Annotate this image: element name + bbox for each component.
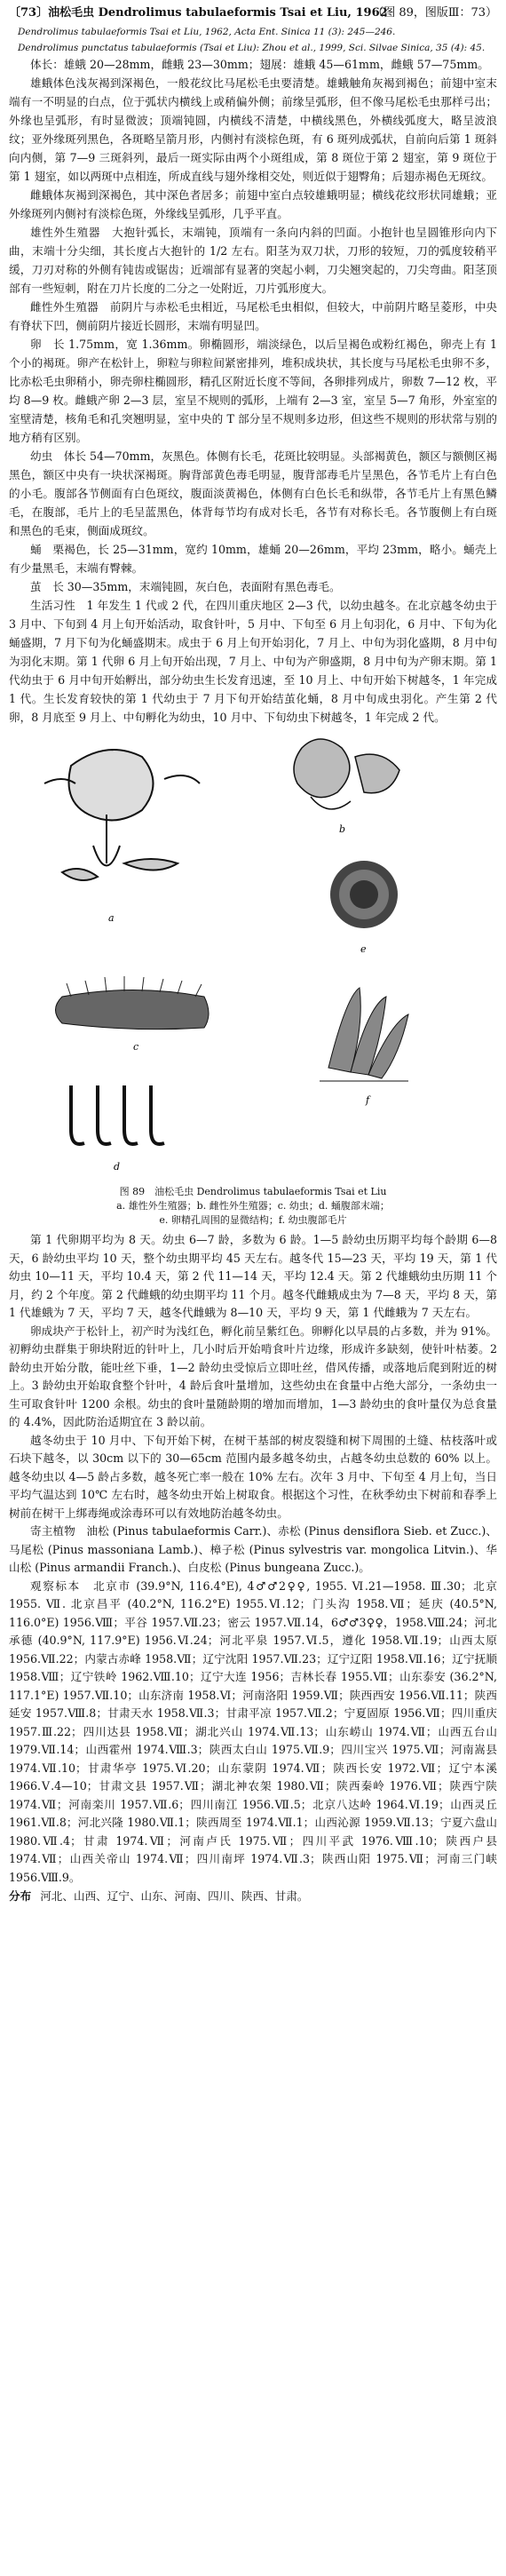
body-paragraph: 茧 长 30—35mm，末端钝圆，灰白色，表面附有黑色毒毛。 — [30, 580, 341, 593]
setae-drawing — [320, 988, 408, 1081]
body-paragraph: 寄主植物 油松 (Pinus tabulaeformis Carr.)、赤松 (Pinus densiflora Sieb. et Zucc.)、马尾松 (Pinus massoniana Lamb.)、樟子松 (Pinus sylvestris var. mongolica Litvin.)、华山松 (Pinus armandii Franch.)、白皮松 (Pinus bungeana Zucc.)。 — [9, 1524, 497, 1574]
body-paragraph: 越冬幼虫于 10 月中、下旬开始下树，在树干基部的树皮裂缝和树下周围的土缝、枯枝落叶或石块下越冬，以 30cm 以下的 30—65cm 范围内最多越冬幼虫，占越冬幼虫总数的 60% 以上。越冬幼虫以 4—5 龄占多数，越冬死亡率一般在 10% 左右。次年 3 月中、下旬至 4 月上旬，当日平均气温达到 10℃ 左右时，越冬幼虫开始上树取食。根据这个习性，在秋季幼虫下树前和春季上树前在树干上绑毒绳或涂毒环可以有效地防治越冬幼虫。 — [9, 1433, 497, 1520]
body-paragraph: 幼虫 体长 54—70mm，灰黑色。体侧有长毛，花斑比较明显。头部褐黄色，额区与额侧区褐黑色，额区中央有一块状深褐斑。胸背部黄色毒毛明显，腹背部毒毛片呈黑色，各节毛片上有白色的小毛。腹部各节侧面有白色斑纹，腹面淡黄褐色，体侧有白色长毛和纵带，各节毛片上有黑色鳞毛，在腹部，毛片上的毛呈蓝黑色，体背每节均有成对长毛，各节有对称长毛。各节腹侧上有白斑和黑色的毛束，侧面成斑纹。 — [9, 449, 497, 537]
body-paragraph: 蛹 栗褐色，长 25—31mm，宽约 10mm，雄蛹 20—26mm，平均 23mm，略小。蛹壳上有少量黑毛，末端有臀棘。 — [9, 543, 497, 575]
figure-caption — [9, 1185, 497, 1228]
figure-reference: （图 89，图版Ⅲ：73） — [372, 6, 497, 20]
body-paragraph: 雄蛾体色浅灰褐到深褐色，一般花纹比马尾松毛虫要清楚。雄蛾触角灰褐到褐色；前翅中室末端有一不明显的白点，位于弧状内横线上或稍偏外侧；前缘呈弧形，但不像马尾松毛虫那样弓出；外缘也呈弧形，有时显微波；顶端钝圆，内横线不清楚，中横线黑色，外横线弧度大，略呈波浪纹；亚外缘斑列黑色，各斑略呈箭月形，内侧衬有淡棕色斑，有 6 斑列成弧状，自前向后第 1 斑斜向内侧，第 7—9 三斑斜列，最后一斑实际由两个小斑组成，第 8 斑位于第 2 翅室，第 9 斑位于第 1 翅室，如以两斑中点相连，所成直线与翅外缘相交处，则近似于翅臀角；后翅赤褐色无斑纹。 — [9, 76, 497, 183]
description-section — [9, 55, 497, 727]
label-d: d — [114, 1161, 121, 1173]
distribution-line — [9, 1887, 497, 1905]
larva-drawing — [56, 976, 210, 1030]
document-page — [9, 5, 497, 1905]
synonym-entry: Dendrolimus tabulaeformis Tsai et Liu, 1962, Acta Ent. Sinica 11 (3): 245—246. — [18, 27, 396, 37]
synonym-entry: Dendrolimus punctatus tabulaeformis (Tsai et Liu): Zhou et al., 1999, Sci. Silvae Sinica, 35 (4): 45. — [18, 43, 486, 53]
body-paragraph: 体长：雄蛾 20—28mm，雌蛾 23—30mm；翅展：雄蛾 45—61mm，雌蛾 57—75mm。 — [30, 58, 489, 71]
caption-line: a. 雄性外生殖器；b. 雌性外生殖器；c. 幼虫；d. 蛹腹部末端； — [116, 1200, 390, 1212]
synonym-list — [9, 25, 497, 55]
body-paragraph: 卵成块产于松针上，初产时为浅红色，孵化前呈紫红色。卵孵化以早晨的占多数，并为 91%。初孵幼虫群集于卵块附近的针叶上，几小时后开始啃食叶片边缘，形成许多缺刻，使针叶枯萎。2 龄幼虫开始分散，能吐丝下垂，1—2 龄幼虫受惊后立即吐丝，借风传播，或落地后爬到附近的树上。3 龄幼虫开始取食整个针叶，4 龄后食叶量增加，这些幼虫在食量中占绝大部分，一条幼虫一生可取食针叶 1200 余根。幼虫的食叶量随龄期的增加而增加，1—3 龄幼虫的食叶量仅为总食量的 4.4%，因此防治适期宜在 3 龄以前。 — [9, 1324, 497, 1428]
body-paragraph: 雄性外生殖器 大抱针弧长，末端钝，顶端有一条向内斜的凹面。小抱针也呈圆锥形向内下曲，末端十分尖细，其长度占大抱针的 1/2 左右。阳茎为双刀状，刀形的较短，刀的弧度较稍平缓，刀刃对称的外侧有钝齿或锯齿；近端部有显著的突起小刺，刀尖翘突起的，刀尖弯曲。阳茎顶部有一些短刺，附在刀片长度的二分之一处附近，刀片弧形度大。 — [9, 226, 497, 295]
label-b: b — [339, 823, 346, 835]
label-c: c — [133, 1041, 139, 1053]
caption-title: 图 89 油松毛虫 Dendrolimus tabulaeformis Tsai et Liu — [119, 1186, 387, 1197]
body-paragraph: 雌性外生殖器 前阴片与赤松毛虫相近，马尾松毛虫相似，但较大，中前阴片略呈菱形，中央有脊状下凹，侧前阴片接近长圆形，末端有明显凹。 — [9, 300, 497, 332]
label-a: a — [108, 912, 115, 924]
label-e: e — [360, 943, 367, 955]
body-paragraph: 卵 长 1.75mm，宽 1.36mm。卵椭圆形，端淡绿色，以后呈褐色或粉红褐色，卵壳上有 1 个小的褐斑。卵产在松针上，卵粒与卵粒间紧密排列，堆积成块状，其长度与马尾松毛虫卵不多，比赤松毛虫卵稍小，卵壳卵柱椭圆形，精孔区附近长度不等间，各卵排列成片，卵数 7—12 枚，平均 8—9 枚。雌蛾产卵 2—3 层，室呈不规则的弧形，上端有 2—3 室，室呈 5—7 角形，外室室的室壁清楚，核角毛和孔突翘明显，室中央的 T 部分呈不规则多边形，但这些不规则的形状常与别的地方稍有区别。 — [9, 338, 497, 444]
distribution-text: 河北、山西、辽宁、山东、河南、四川、陕西、甘肃。 — [40, 1889, 309, 1903]
body-paragraph: 雌蛾体灰褐到深褐色，其中深色者居多；前翅中室白点较雄蛾明显；横线花纹形状同雄蛾；亚外缘斑列内侧衬有淡棕色斑，外缘线呈弧形，几乎平直。 — [9, 188, 497, 220]
biology-section — [9, 1231, 497, 1887]
body-paragraph: 第 1 代卵期平均为 8 天。幼虫 6—7 龄，多数为 6 龄。1—5 龄幼虫历期平均每个龄期 6—8 天，6 龄幼虫平均 10 天，整个幼虫期平均 45 天左右。越冬代 15—23 天，平均 19 天，第 1 代幼虫 10—11 天，平均 10.4 天，第 2 代 11—14 天，平均 12.4 天。第 2 代雄蛾幼虫历期 11 个月，约 2 个年度。第 2 代雌蛾的幼虫期平均 11 个月。越冬代雌蛾成虫为 7—8 天，平均 8 天，第 1 代雄蛾为 7 天，平均 7 天，越冬代雌蛾为 8—10 天，平均 9 天，第 1 代雌蛾为 7 天左右。 — [9, 1233, 497, 1319]
body-paragraph: 观察标本 北京市 (39.9°N, 116.4°E), 4♂♂2♀♀, 1955. Ⅵ.21—1958. Ⅲ.30；北京 1955. Ⅶ. 北京昌平 (40.2°N, 116.2°E) 1955.Ⅵ.12；门头沟 1958.Ⅶ；延庆 (40.5°N, 116.0°E) 1956.Ⅷ；平谷 1957.Ⅶ.23；密云 1957.Ⅶ.14，6♂♂3♀♀，1958.Ⅷ.24；河北承德 (40.9°N, 117.9°E) 1956.Ⅵ.24；河北平泉 1957.Ⅵ.5，遵化 1958.Ⅶ.19；山西太原 1956.Ⅶ.22；内蒙古赤峰 1958.Ⅶ；辽宁沈阳 1957.Ⅶ.23；辽宁辽阳 1958.Ⅶ.16；辽宁抚顺 1958.Ⅷ；辽宁铁岭 1962.Ⅷ.10；辽宁大连 1956；吉林长春 1955.Ⅶ；山东泰安 (36.2°N, 117.1°E) 1957.Ⅶ.10；山东济南 1958.Ⅵ；河南洛阳 1959.Ⅶ；陕西西安 1956.Ⅶ.11；陕西延安 1957.Ⅷ.8；甘肃天水 1958.Ⅶ.3；甘肃平凉 1957.Ⅶ.2；宁夏固原 1956.Ⅶ；四川重庆 1957.Ⅲ.22；四川达县 1958.Ⅶ；湖北兴山 1974.Ⅶ.13；山东崂山 1974.Ⅶ；山西五台山 1979.Ⅶ.14；山西霍州 1974.Ⅷ.3；陕西太白山 1975.Ⅶ.9；四川宝兴 1975.Ⅶ；河南嵩县 1974.Ⅶ.10；甘肃华亭 1975.Ⅵ.20；山东蒙阴 1974.Ⅶ；陕西长安 1972.Ⅶ；辽宁本溪 1966.Ⅴ.4—10；甘肃文县 1957.Ⅶ；湖北神农架 1980.Ⅶ；陕西秦岭 1976.Ⅶ；陕西宁陕 1974.Ⅶ；河南栾川 1957.Ⅶ.6；四川南江 1956.Ⅶ.5；北京八达岭 1964.Ⅵ.19；山西灵丘 1961.Ⅶ.8；河北兴隆 1980.Ⅶ.1；陕西周至 1974.Ⅶ.1；山西沁源 1959.Ⅶ.13；宁夏六盘山 1980.Ⅶ.4；甘肃 1974.Ⅶ；河南卢氏 1975.Ⅶ；四川平武 1976.Ⅷ.10；陕西户县 1974.Ⅶ；山西关帝山 1974.Ⅶ；四川南坪 1974.Ⅶ.3；陕西山阳 1975.Ⅶ；河南三门峡 1956.Ⅷ.9。 — [9, 1578, 497, 1884]
micropyle-drawing — [330, 861, 398, 928]
species-header — [9, 5, 497, 23]
figure-illustration — [9, 730, 497, 1183]
body-paragraph: 生活习性 1 年发生 1 代或 2 代，在四川重庆地区 2—3 代，以幼虫越冬。在北京越冬幼虫于 3 月中、下旬到 4 月上旬开始活动，取食针叶，5 月中、下旬至 6 月上旬羽化，6 月中、下旬为化蛹盛期，7 月下旬为化蛹盛期末。成虫于 6 月上旬开始羽化，7 月上、中旬为羽化盛期，8 月中旬为羽化末期。第 1 代卵 6 月上旬开始出现，7 月上、中旬为产卵盛期，8 月中旬为产卵末期。第 1 代幼虫于 6 月中旬开始孵出，部分幼虫生长发育迅速，至 10 月上、中旬开始下树越冬，1 年完成 1 代。生长发育较快的第 1 代幼虫于 7 月下旬开始结茧化蛹，8 月中旬成虫羽化。产生第 2 代卵，8 月底至 9 月上、中旬孵化为幼虫，10 月中、下旬幼虫下树越冬，1 年完成 2 代。 — [9, 599, 497, 724]
label-f: f — [366, 1094, 370, 1106]
female-genitalia-drawing — [294, 739, 399, 809]
distribution-label: 分布 — [9, 1889, 32, 1903]
pupa-tip-drawing — [71, 1085, 164, 1144]
figure-89 — [9, 730, 497, 1228]
species-title: 〔73〕油松毛虫 Dendrolimus tabulaeformis Tsai et Liu, 1962 — [9, 6, 388, 20]
caption-line: e. 卵精孔周围的显微结构；f. 幼虫腹部毛片 — [159, 1214, 347, 1226]
male-genitalia-drawing — [44, 750, 200, 880]
